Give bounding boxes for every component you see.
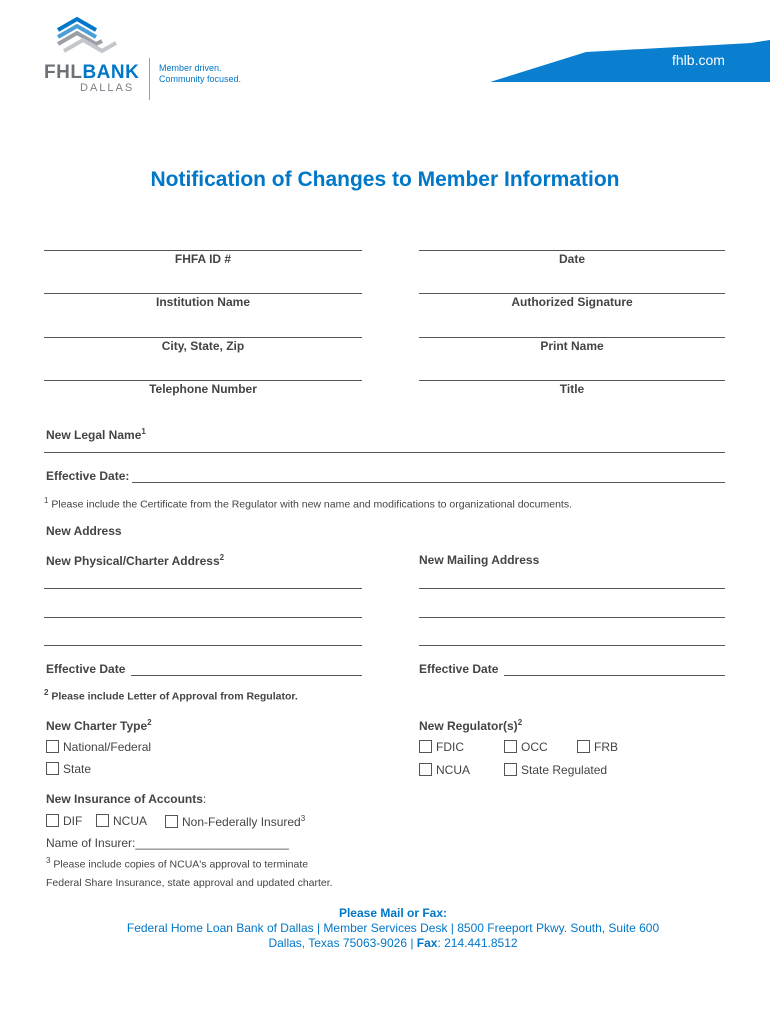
charter-national-option[interactable]: National/Federal — [46, 740, 151, 754]
regulator-frb-option[interactable]: FRB — [577, 740, 618, 754]
mailing-address-line-3[interactable] — [419, 645, 725, 646]
checkbox[interactable] — [46, 814, 59, 827]
institution-name-label: Institution Name — [155, 295, 250, 309]
physical-address-line-2[interactable] — [44, 617, 362, 618]
footer-address-line-1: Federal Home Loan Bank of Dallas | Member Services Desk | 8500 Freeport Pkwy. South, Suite 600 — [126, 921, 660, 935]
new-legal-name-line[interactable] — [44, 452, 725, 453]
date-line[interactable] — [419, 250, 725, 251]
fhfa-id-label: FHFA ID # — [174, 252, 232, 266]
tagline: Member driven. Community focused. — [159, 63, 242, 84]
print-name-line[interactable] — [419, 337, 725, 338]
footnote-3-line-1: $^3$ Please include copies of NCUA's approval to terminate — [46, 856, 309, 871]
new-mailing-address-label: New Mailing Address — [419, 553, 540, 567]
checkbox[interactable] — [504, 763, 517, 776]
print-name-label: Print Name — [540, 339, 604, 353]
insurance-non-federal-option[interactable]: Non-Federally Insured$^3$ — [165, 814, 305, 829]
fhfa-id-line[interactable] — [44, 250, 362, 251]
regulator-occ-option[interactable]: OCC — [504, 740, 548, 754]
insurance-ncua-option[interactable]: NCUA — [96, 814, 147, 828]
logo-divider — [149, 58, 150, 100]
new-charter-type-label: New Charter Type$^2$ — [46, 718, 152, 733]
footer-address-line-2: Dallas, Texas 75063-9026 | Fax: 214.441.8512 — [268, 936, 518, 950]
website-url[interactable]: fhlb.com — [672, 52, 725, 68]
city-state-zip-label: City, State, Zip — [161, 339, 245, 353]
telephone-line[interactable] — [44, 380, 362, 381]
footnote-3-line-2: Federal Share Insurance, state approval and updated charter. — [46, 877, 333, 889]
logo-wordmark: FHLBANK — [44, 62, 140, 83]
charter-state-option[interactable]: State — [46, 762, 91, 776]
mailing-address-line-2[interactable] — [419, 617, 725, 618]
authorized-signature-label: Authorized Signature — [511, 295, 633, 309]
new-address-heading: New Address — [46, 524, 122, 538]
physical-address-line-1[interactable] — [44, 588, 362, 589]
footnote-2: $^2$ Please include Letter of Approval from Regulator. — [44, 688, 298, 703]
mailing-effective-date-label: Effective Date — [419, 662, 499, 676]
checkbox[interactable] — [504, 740, 517, 753]
checkbox[interactable] — [577, 740, 590, 753]
title-label: Title — [559, 382, 585, 396]
physical-effective-date-line[interactable] — [131, 675, 362, 676]
regulator-ncua-option[interactable]: NCUA — [419, 763, 470, 777]
regulator-fdic-option[interactable]: FDIC — [419, 740, 464, 754]
physical-address-line-3[interactable] — [44, 645, 362, 646]
insurance-dif-option[interactable]: DIF — [46, 814, 82, 828]
physical-effective-date-label: Effective Date — [46, 662, 126, 676]
institution-name-line[interactable] — [44, 293, 362, 294]
checkbox[interactable] — [419, 763, 432, 776]
date-label: Date — [558, 252, 585, 266]
authorized-signature-line[interactable] — [419, 293, 725, 294]
checkbox[interactable] — [46, 762, 59, 775]
legal-name-effective-date-line[interactable] — [132, 482, 725, 483]
mailing-effective-date-line[interactable] — [504, 675, 725, 676]
page-title: Notification of Changes to Member Information — [150, 168, 620, 191]
legal-name-effective-date-label: Effective Date: — [46, 469, 130, 483]
title-line[interactable] — [419, 380, 725, 381]
new-physical-address-label: New Physical/Charter Address$^2$ — [46, 553, 225, 568]
logo-subtitle: DALLAS — [80, 82, 135, 94]
checkbox[interactable] — [96, 814, 109, 827]
fhlbank-logo — [44, 16, 244, 106]
footnote-1: $^1$ Please include the Certificate from the Regulator with new name and modifications to organizational documents. — [44, 496, 572, 511]
checkbox[interactable] — [46, 740, 59, 753]
footer-heading: Please Mail or Fax: — [338, 906, 448, 920]
new-insurance-label: New Insurance of Accounts: — [46, 792, 207, 806]
new-regulator-label: New $Regulator(s)^2$ — [419, 718, 523, 733]
city-state-zip-line[interactable] — [44, 337, 362, 338]
header-banner — [490, 40, 770, 82]
checkbox[interactable] — [165, 815, 178, 828]
new-legal-name-label: New Legal Name$^1$ — [46, 427, 146, 442]
checkbox[interactable] — [419, 740, 432, 753]
name-of-insurer-field[interactable]: Name of Insurer:_______________________ — [46, 836, 289, 850]
telephone-label: Telephone Number — [149, 382, 257, 396]
regulator-state-option[interactable]: State Regulated — [504, 763, 607, 777]
mailing-address-line-1[interactable] — [419, 588, 725, 589]
